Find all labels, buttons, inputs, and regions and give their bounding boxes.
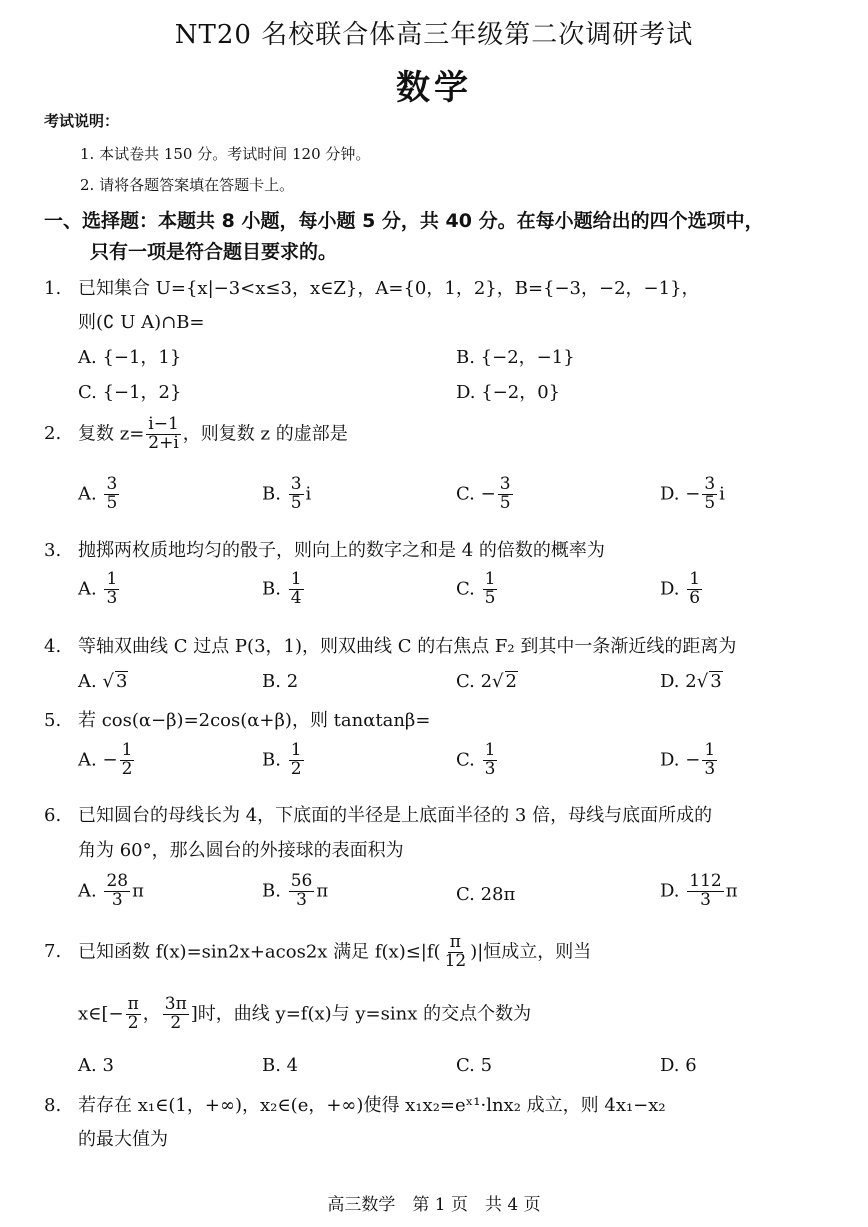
- option-d: D. $\frac{112}{3}$ π: [660, 871, 738, 910]
- question-6: [44, 801, 712, 827]
- option-a: A. $\frac{1}{3}$: [78, 569, 118, 608]
- question-5: [44, 706, 430, 732]
- option-b: B. $\frac{1}{4}$: [262, 569, 302, 608]
- option-d: D. {−2，0}: [456, 382, 561, 403]
- question-2: [44, 416, 348, 453]
- question-text: 等轴双曲线 C 过点 P(3，1)，则双曲线 C 的右焦点 F₂ 到其中一条渐近线的距离为: [78, 636, 737, 657]
- question-text-cont: x∈[− $\frac{\pi}{2}$ ， $\frac{3\pi}{2}$ ]时，曲线 y=f(x)与 y=sinx 的交点个数为: [78, 994, 532, 1033]
- option-c: C. $\frac{1}{5}$: [456, 569, 496, 608]
- option-c: C. 28π: [456, 884, 516, 905]
- page-footer: 高三数学 第 1 页 共 4 页: [327, 1195, 541, 1215]
- option-d: D. $\frac{1}{6}$: [660, 569, 701, 608]
- option-c: C. {−1，2}: [78, 382, 182, 403]
- option-c: C. − $\frac{3}{5}$: [456, 474, 511, 513]
- option-c: C. $\frac{1}{3}$: [456, 740, 496, 779]
- fraction: $\frac{\pi}{12}$: [444, 932, 467, 971]
- question-number: 4.: [44, 636, 62, 657]
- question-number: 5.: [44, 710, 62, 731]
- option-b: B. 4: [262, 1055, 299, 1076]
- question-1: [44, 274, 700, 300]
- question-text-cont: 则(∁ U A)∩B=: [78, 312, 205, 333]
- question-text-cont: 的最大值为: [78, 1129, 168, 1150]
- question-number: 3.: [44, 540, 62, 561]
- option-a: A. √ 3: [78, 671, 128, 692]
- option-d: D. 2√ 3: [660, 671, 722, 692]
- option-d: D. − $\frac{3}{5}$ i: [660, 474, 725, 513]
- notes-heading: 考试说明：: [44, 112, 120, 130]
- question-text-cont: 角为 60°，那么圆台的外接球的表面积为: [78, 840, 404, 861]
- question-number: 8.: [44, 1095, 62, 1116]
- option-b: B. {−2，−1}: [456, 347, 575, 368]
- option-a: A. 3: [78, 1055, 114, 1076]
- question-number: 6.: [44, 805, 62, 826]
- option-d: D. 6: [660, 1055, 697, 1076]
- option-c: C. 5: [456, 1055, 493, 1076]
- subject-title: 数学: [396, 68, 472, 108]
- question-text: 抛掷两枚质地均匀的骰子，则向上的数字之和是 4 的倍数的概率为: [78, 540, 605, 561]
- note-item: 2. 请将各题答案填在答题卡上。: [80, 176, 295, 194]
- option-b: B. $\frac{56}{3}$ π: [262, 871, 329, 910]
- question-text: 已知集合 U={x|−3<x≤3，x∈Z}，A={0，1，2}，B={−3，−2，−1}，: [78, 278, 700, 299]
- question-4: [44, 632, 736, 658]
- question-text: 已知圆台的母线长为 4，下底面的半径是上底面半径的 3 倍，母线与底面所成的: [78, 805, 713, 826]
- question-text: )|恒成立，则当: [470, 941, 592, 963]
- question-text: 若 cos(α−β)=2cos(α+β)，则 tanαtanβ=: [78, 710, 431, 731]
- question-7: [44, 934, 591, 971]
- option-a: A. {−1，1}: [78, 347, 182, 368]
- option-d: D. − $\frac{1}{3}$: [660, 740, 716, 779]
- option-c: C. 2√ 2: [456, 671, 517, 692]
- exam-title: NT20 名校联合体高三年级第二次调研考试: [174, 20, 694, 50]
- question-3: [44, 536, 605, 562]
- question-number: 7.: [44, 941, 62, 963]
- option-a: A. − $\frac{1}{2}$: [78, 740, 133, 779]
- option-b: B. $\frac{3}{5}$ i: [262, 474, 312, 513]
- question-number: 1.: [44, 278, 62, 299]
- question-text: 已知函数 f(x)=sin2x+acos2x 满足 f(x)≤|f(: [78, 941, 441, 963]
- question-text: ，则复数 z 的虚部是: [182, 423, 348, 445]
- question-text: 复数 z=: [78, 423, 145, 445]
- option-b: B. 2: [262, 671, 299, 692]
- question-number: 2.: [44, 423, 62, 445]
- fraction: $\frac{i-1}{2+i}$: [148, 414, 179, 453]
- question-text: 若存在 x₁∈(1，+∞)，x₂∈(e，+∞)使得 x₁x₂=eˣ¹·lnx₂ 成立，则 4x₁−x₂: [78, 1095, 666, 1116]
- question-8: [44, 1091, 666, 1117]
- note-item: 1. 本试卷共 150 分。考试时间 120 分钟。: [80, 145, 371, 163]
- option-b: B. $\frac{1}{2}$: [262, 740, 302, 779]
- option-a: A. $\frac{28}{3}$ π: [78, 871, 144, 910]
- section-heading-cont: 只有一项是符合题目要求的。: [90, 241, 338, 263]
- section-heading: 一、选择题：本题共 8 小题，每小题 5 分，共 40 分。在每小题给出的四个选项中，: [44, 210, 764, 232]
- option-a: A. $\frac{3}{5}$: [78, 474, 118, 513]
